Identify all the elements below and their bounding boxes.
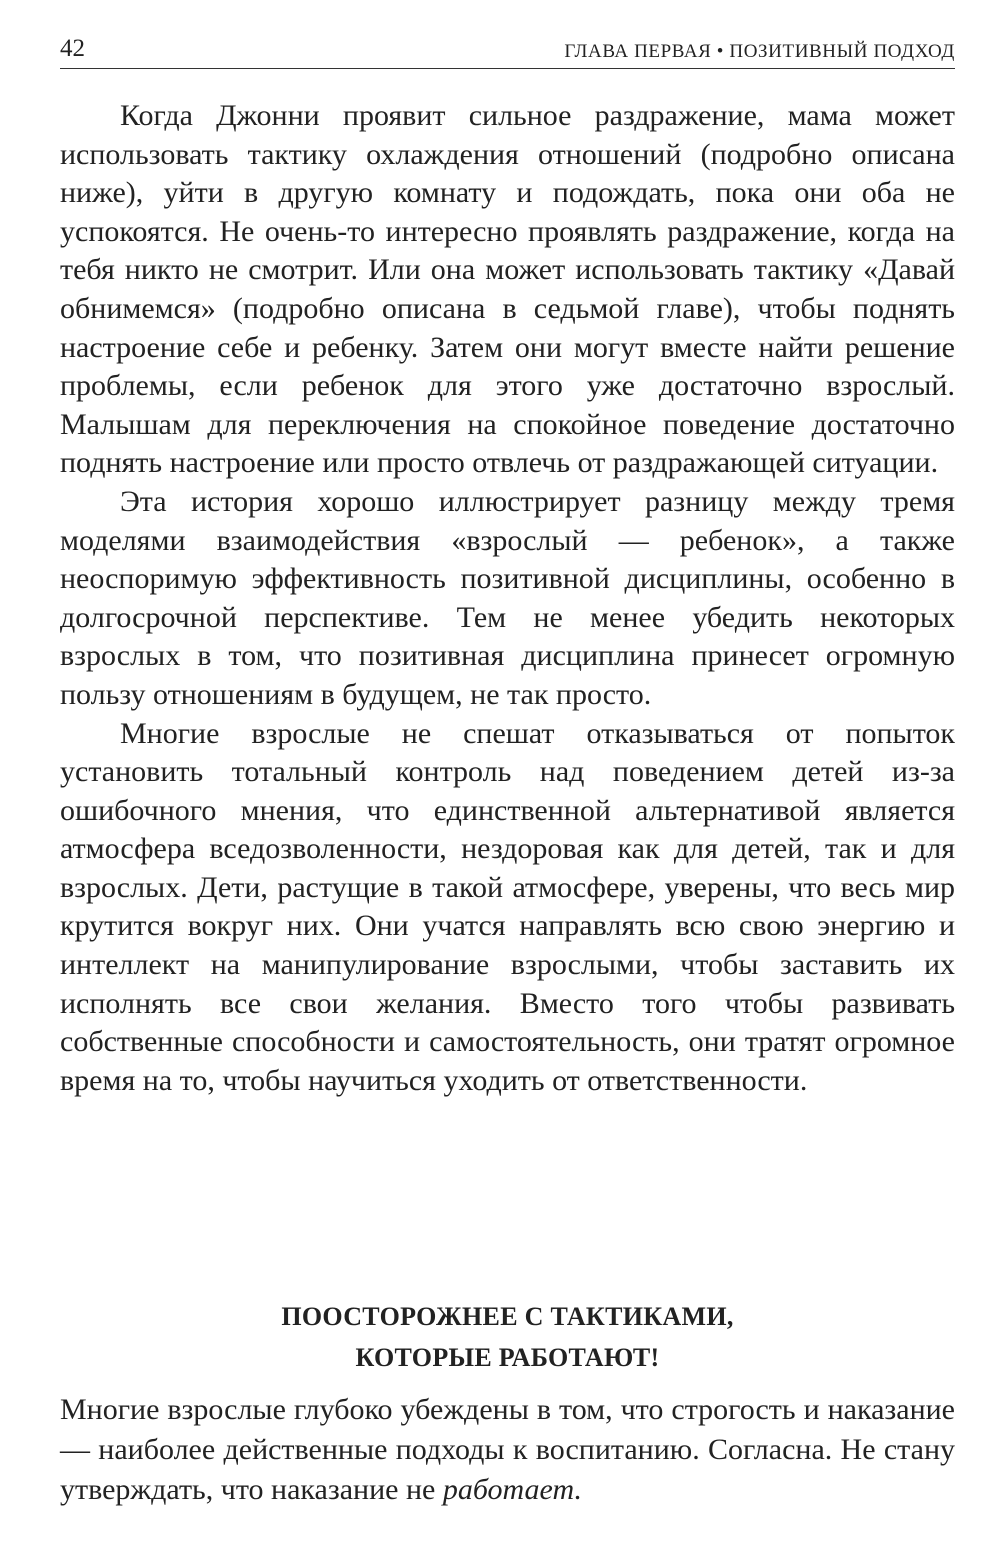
running-head — [60, 34, 955, 69]
book-page — [60, 0, 955, 1543]
section-body — [60, 1390, 955, 1510]
paragraph: Когда Джонни проявит сильное раздражение, мама может использовать тактику охлаждения отношений (подробно описана ниже), уйти в другую комнату и подождать, пока они оба не успокоятся. Не очень-то интересно проявлять раздражение, когда на тебя никто не смотрит. Или она может использовать тактику «Давай обнимемся» (подробно описана в седьмой главе), чтобы поднять настроение себе и ребенку. Затем они могут вместе найти решение проблемы, если ребенок для этого уже достаточно взрослый. Малышам для переключения на спокойное поведение достаточно поднять настроение или просто отвлечь от раздражающей ситуации. — [60, 99, 955, 480]
section-paragraph — [60, 1390, 955, 1510]
body-text — [60, 97, 955, 1100]
section-paragraph-text: Многие взрослые глубоко убеждены в том, что строгость и наказание — наиболее действенные подходы к воспитанию. Согласна. Не стану утверждать, что наказание не — [60, 1393, 955, 1506]
paragraph: Многие взрослые не спешат отказываться от попыток установить тотальный контроль над поведением детей из-за ошибочного мнения, что единственной альтернативой является атмосфера вседозволенности, нездоровая как для детей, так и для взрослых. Дети, растущие в такой атмосфере, уверены, что весь мир крутится вокруг них. Они учатся направлять всю свою энергию и интеллект на манипулирование взрослыми, чтобы заставить их исполнять все свои желания. Вместо того чтобы развивать собственные способности и самостоятельность, они тратят огромное время на то, чтобы научиться уходить от ответственности. — [60, 716, 955, 1097]
chapter-title: ГЛАВА ПЕРВАЯ • ПОЗИТИВНЫЙ ПОДХОД — [564, 41, 955, 62]
section-heading-line: КОТОРЫЕ РАБОТАЮТ! — [355, 1343, 660, 1372]
emphasized-word: работает. — [442, 1473, 582, 1506]
section-heading-line: ПООСТОРОЖНЕЕ С ТАКТИКАМИ, — [281, 1302, 734, 1331]
section-heading — [60, 1296, 955, 1378]
paragraph: Эта история хорошо иллюстрирует разницу между тремя моделями взаимодействия «взрослый — ребенок», а также неоспоримую эффективность позитивной дисциплины, особенно в долгосрочной перспективе. Тем не менее убедить некоторых взрослых в том, что позитивная дисциплина принесет огромную пользу отношениям в будущем, не так просто. — [60, 484, 955, 711]
page-number: 42 — [60, 35, 85, 62]
